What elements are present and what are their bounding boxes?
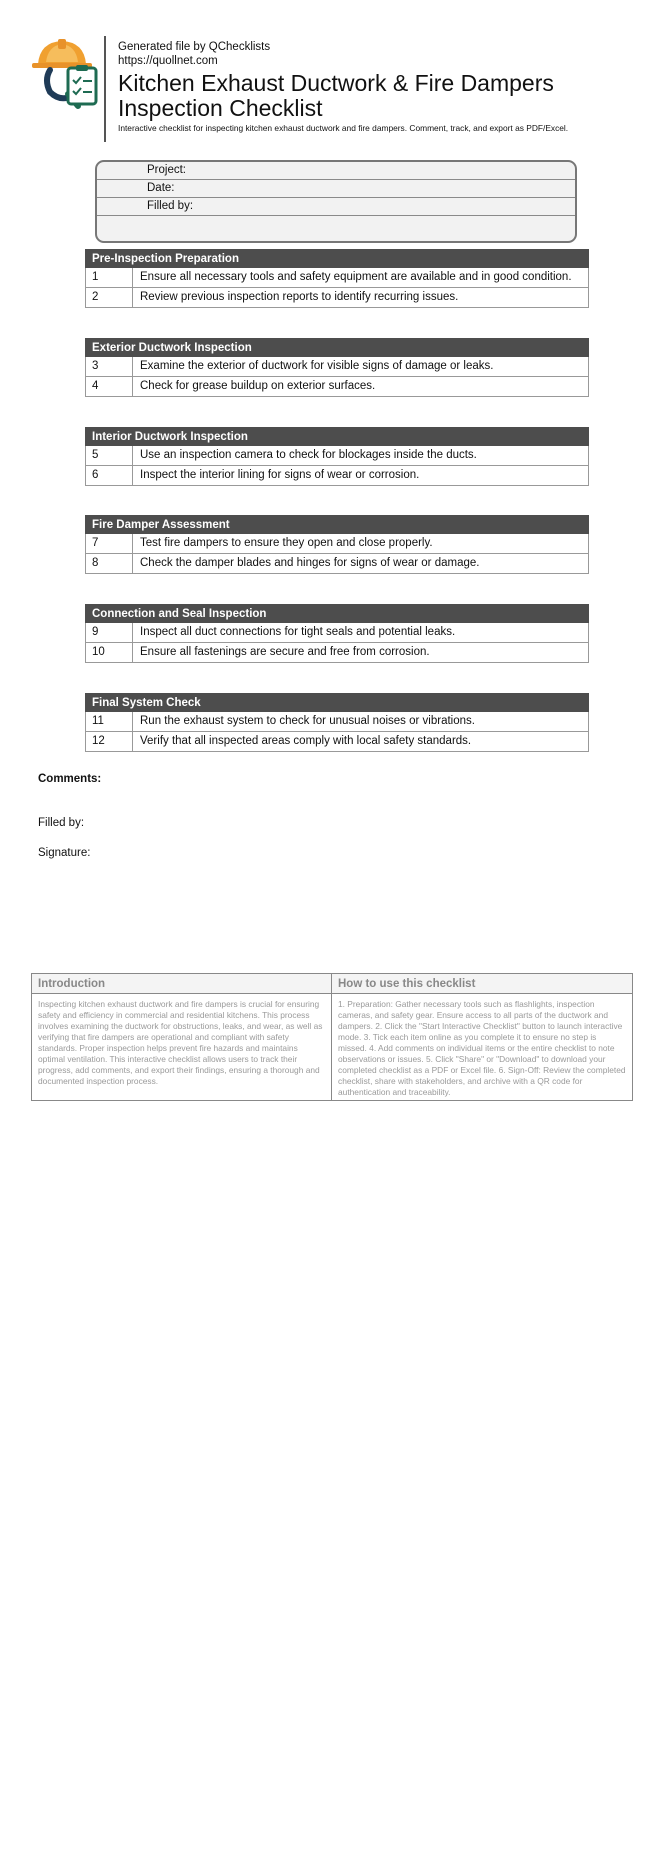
item-text: Inspect all duct connections for tight seals and potential leaks. bbox=[140, 626, 456, 638]
section-header: Connection and Seal Inspection bbox=[85, 604, 589, 623]
how-to-column bbox=[332, 974, 632, 1100]
project-info-box bbox=[95, 160, 577, 243]
introduction-body: Inspecting kitchen exhaust ductwork and fire dampers is crucial for ensuring safety and efficiency in commercial and residential kitchens. This process involves examining the ductwork for obstructions, leaks, and wear, as well as verifying that fire dampers are operational and compliant with safety standards. Proper inspection helps prevent fire hazards and maintains optimal ventilation. This interactive checklist allows users to track their progress, add comments, and export their findings, ensuring a thorough and documented inspection process. bbox=[38, 999, 323, 1086]
item-text: Run the exhaust system to check for unusual noises or vibrations. bbox=[140, 715, 475, 727]
page-title bbox=[118, 71, 638, 121]
item-number: 2 bbox=[86, 288, 133, 307]
checklist-section bbox=[85, 693, 589, 752]
checklist-section bbox=[85, 604, 589, 663]
document-header bbox=[32, 36, 632, 144]
item-text: Check the damper blades and hinges for signs of wear or damage. bbox=[140, 557, 480, 569]
project-field: Project: bbox=[97, 162, 575, 180]
blank-field bbox=[97, 216, 575, 233]
item-text: Test fire dampers to ensure they open and close properly. bbox=[140, 537, 433, 549]
item-number: 4 bbox=[86, 377, 133, 396]
item-number: 9 bbox=[86, 623, 133, 642]
checklist-row bbox=[85, 534, 589, 554]
section-header: Final System Check bbox=[85, 693, 589, 712]
item-number: 11 bbox=[86, 712, 133, 731]
item-number: 7 bbox=[86, 534, 133, 553]
item-number: 6 bbox=[86, 466, 133, 485]
signature-label: Signature: bbox=[38, 847, 91, 859]
checklist-row bbox=[85, 554, 589, 574]
item-text: Examine the exterior of ductwork for visible signs of damage or leaks. bbox=[140, 360, 494, 372]
checklist-section bbox=[85, 427, 589, 486]
date-field: Date: bbox=[97, 180, 575, 198]
section-header: Fire Damper Assessment bbox=[85, 515, 589, 534]
checklist-section bbox=[85, 249, 589, 308]
item-number: 1 bbox=[86, 268, 133, 287]
checklist-row bbox=[85, 288, 589, 308]
item-number: 10 bbox=[86, 643, 133, 662]
checklist-section bbox=[85, 338, 589, 397]
item-text: Inspect the interior lining for signs of wear or corrosion. bbox=[140, 469, 420, 481]
filled-by-label: Filled by: bbox=[38, 817, 85, 829]
item-text: Verify that all inspected areas comply with local safety standards. bbox=[140, 735, 472, 747]
intro-howto-table bbox=[31, 973, 633, 1101]
checklist-row bbox=[85, 466, 589, 486]
item-text: Ensure all fastenings are secure and free from corrosion. bbox=[140, 646, 430, 658]
qchecklists-logo-icon bbox=[32, 36, 104, 112]
generated-by-text: Generated file by QChecklists bbox=[118, 41, 271, 53]
checklist-row bbox=[85, 446, 589, 466]
item-number: 5 bbox=[86, 446, 133, 465]
filled-by-field: Filled by: bbox=[97, 198, 575, 216]
checklist-row bbox=[85, 377, 589, 397]
header-text-block bbox=[118, 40, 638, 134]
checklist-row bbox=[85, 268, 589, 288]
item-number: 8 bbox=[86, 554, 133, 573]
page-subtitle: Interactive checklist for inspecting kitchen exhaust ductwork and fire dampers. Comment, track, and export as PDF/Excel. bbox=[118, 123, 569, 133]
checklist-row bbox=[85, 623, 589, 643]
header-divider bbox=[104, 36, 106, 142]
item-text: Ensure all necessary tools and safety equipment are available and in good condition. bbox=[140, 271, 572, 283]
section-header: Pre-Inspection Preparation bbox=[85, 249, 589, 268]
how-to-body: 1. Preparation: Gather necessary tools such as flashlights, inspection cameras, and safety gear. Ensure access to all parts of the ductwork and dampers. 2. Click the "Start Interactive Checklist" button to launch interactive mode. 3. Tick each item online as you complete it to ensure no step is missed. 4. Add comments on individual items or the entire checklist to note observations or issues. 5. Click "Share" or "Download" to download your completed checklist as a PDF or Excel file. 6. Sign-Off: Review the completed checklist, share with stakeholders, and archive with a QR code for authentication and traceability. bbox=[338, 999, 626, 1097]
checklist-row bbox=[85, 732, 589, 752]
item-text: Check for grease buildup on exterior surfaces. bbox=[140, 380, 376, 392]
checklist-row bbox=[85, 712, 589, 732]
title-line-2: Inspection Checklist bbox=[118, 95, 323, 121]
item-number: 3 bbox=[86, 357, 133, 376]
comments-label: Comments: bbox=[38, 773, 102, 785]
introduction-heading: Introduction bbox=[32, 974, 331, 994]
section-header: Exterior Ductwork Inspection bbox=[85, 338, 589, 357]
introduction-column bbox=[32, 974, 332, 1100]
title-line-1: Kitchen Exhaust Ductwork & Fire Dampers bbox=[118, 70, 554, 96]
checklist-row bbox=[85, 643, 589, 663]
section-header: Interior Ductwork Inspection bbox=[85, 427, 589, 446]
website-url[interactable]: https://quollnet.com bbox=[118, 55, 218, 67]
item-number: 12 bbox=[86, 732, 133, 751]
how-to-heading: How to use this checklist bbox=[332, 974, 632, 994]
checklist-section bbox=[85, 515, 589, 574]
item-text: Use an inspection camera to check for blockages inside the ducts. bbox=[140, 449, 477, 461]
checklist-row bbox=[85, 357, 589, 377]
item-text: Review previous inspection reports to identify recurring issues. bbox=[140, 291, 459, 303]
